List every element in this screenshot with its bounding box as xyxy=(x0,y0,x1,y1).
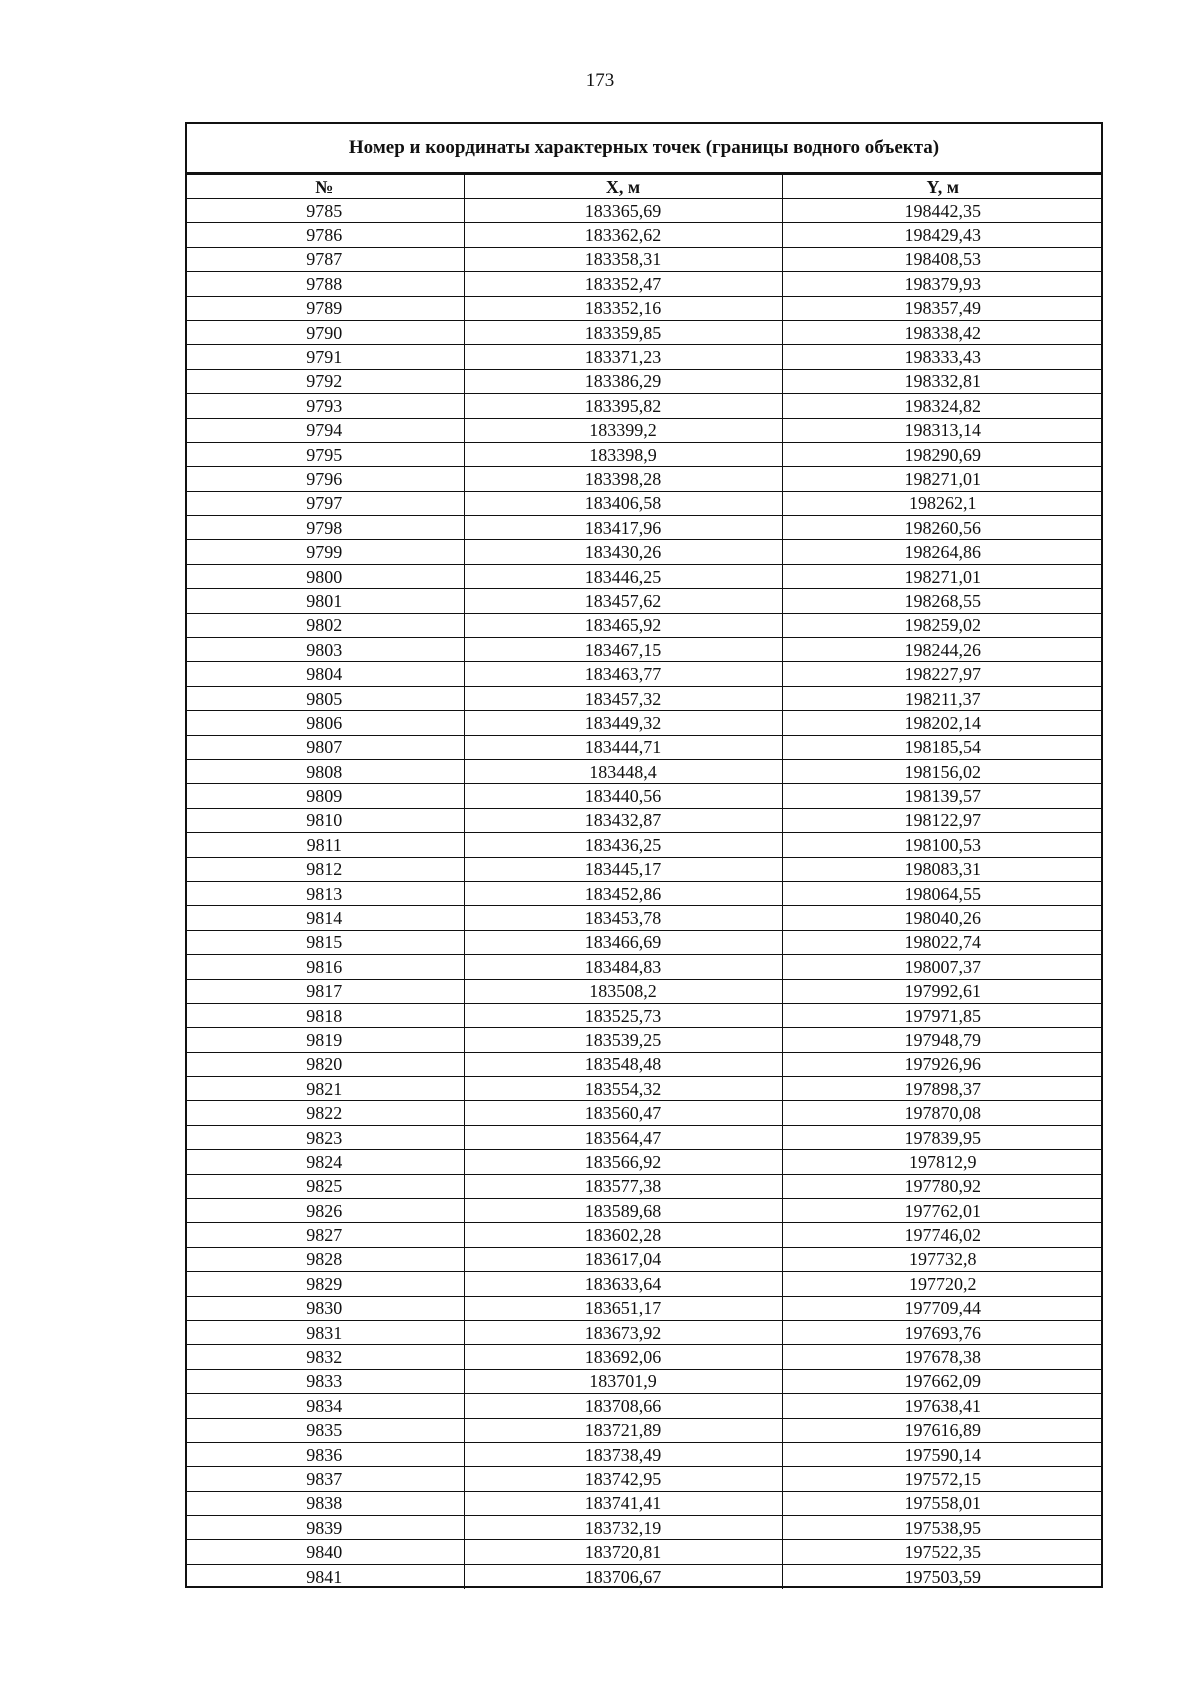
cell-y: 198156,02 xyxy=(782,759,1103,783)
table-row xyxy=(185,1150,1103,1174)
cell-number: 9815 xyxy=(185,930,464,954)
header-x: X, м xyxy=(464,175,782,199)
page-number: 173 xyxy=(585,70,615,91)
cell-number: 9820 xyxy=(185,1052,464,1076)
table-row xyxy=(185,833,1103,857)
cell-number: 9825 xyxy=(185,1174,464,1198)
cell-x: 183395,82 xyxy=(464,394,782,418)
cell-y: 198083,31 xyxy=(782,857,1103,881)
cell-x: 183738,49 xyxy=(464,1442,782,1466)
cell-y: 197948,79 xyxy=(782,1028,1103,1052)
cell-number: 9816 xyxy=(185,955,464,979)
cell-y: 197732,8 xyxy=(782,1247,1103,1271)
cell-number: 9821 xyxy=(185,1077,464,1101)
cell-y: 198040,26 xyxy=(782,906,1103,930)
cell-x: 183352,16 xyxy=(464,296,782,320)
cell-number: 9807 xyxy=(185,735,464,759)
cell-y: 198324,82 xyxy=(782,394,1103,418)
table-row xyxy=(185,881,1103,905)
cell-number: 9830 xyxy=(185,1296,464,1320)
cell-x: 183436,25 xyxy=(464,833,782,857)
table-row xyxy=(185,1223,1103,1247)
cell-x: 183721,89 xyxy=(464,1418,782,1442)
table-row xyxy=(185,394,1103,418)
cell-y: 198122,97 xyxy=(782,808,1103,832)
cell-x: 183449,32 xyxy=(464,711,782,735)
cell-x: 183446,25 xyxy=(464,564,782,588)
cell-x: 183362,62 xyxy=(464,223,782,247)
cell-number: 9793 xyxy=(185,394,464,418)
cell-x: 183706,67 xyxy=(464,1564,782,1588)
table-row xyxy=(185,686,1103,710)
cell-x: 183440,56 xyxy=(464,784,782,808)
table-row xyxy=(185,1174,1103,1198)
cell-number: 9810 xyxy=(185,808,464,832)
cell-y: 197971,85 xyxy=(782,1003,1103,1027)
cell-y: 198185,54 xyxy=(782,735,1103,759)
cell-x: 183465,92 xyxy=(464,613,782,637)
cell-x: 183467,15 xyxy=(464,638,782,662)
cell-number: 9823 xyxy=(185,1125,464,1149)
table-row xyxy=(185,735,1103,759)
table-row xyxy=(185,1125,1103,1149)
cell-y: 197839,95 xyxy=(782,1125,1103,1149)
cell-number: 9819 xyxy=(185,1028,464,1052)
table-row xyxy=(185,272,1103,296)
cell-number: 9811 xyxy=(185,833,464,857)
cell-y: 197662,09 xyxy=(782,1369,1103,1393)
cell-y: 198007,37 xyxy=(782,955,1103,979)
cell-x: 183406,58 xyxy=(464,491,782,515)
cell-number: 9828 xyxy=(185,1247,464,1271)
cell-y: 197572,15 xyxy=(782,1467,1103,1491)
cell-number: 9840 xyxy=(185,1540,464,1564)
table-row xyxy=(185,369,1103,393)
table-row xyxy=(185,1516,1103,1540)
table-row xyxy=(185,1491,1103,1515)
cell-number: 9818 xyxy=(185,1003,464,1027)
header-number: № xyxy=(185,175,464,199)
cell-y: 197812,9 xyxy=(782,1150,1103,1174)
cell-x: 183445,17 xyxy=(464,857,782,881)
cell-number: 9831 xyxy=(185,1320,464,1344)
cell-number: 9786 xyxy=(185,223,464,247)
table-header-row xyxy=(185,175,1103,199)
table-row xyxy=(185,223,1103,247)
cell-y: 197693,76 xyxy=(782,1320,1103,1344)
table-row xyxy=(185,589,1103,613)
table-row xyxy=(185,320,1103,344)
table-row xyxy=(185,759,1103,783)
cell-y: 198313,14 xyxy=(782,418,1103,442)
cell-y: 198244,26 xyxy=(782,638,1103,662)
coordinates-table xyxy=(185,174,1103,1589)
cell-number: 9803 xyxy=(185,638,464,662)
table-row xyxy=(185,1077,1103,1101)
table-row xyxy=(185,1564,1103,1588)
cell-number: 9833 xyxy=(185,1369,464,1393)
cell-number: 9814 xyxy=(185,906,464,930)
cell-y: 198379,93 xyxy=(782,272,1103,296)
cell-number: 9802 xyxy=(185,613,464,637)
cell-number: 9836 xyxy=(185,1442,464,1466)
coordinates-table-frame xyxy=(185,122,1103,1588)
cell-x: 183417,96 xyxy=(464,516,782,540)
cell-y: 198211,37 xyxy=(782,686,1103,710)
cell-y: 197538,95 xyxy=(782,1516,1103,1540)
table-row xyxy=(185,1199,1103,1223)
cell-number: 9837 xyxy=(185,1467,464,1491)
cell-x: 183742,95 xyxy=(464,1467,782,1491)
cell-y: 198202,14 xyxy=(782,711,1103,735)
cell-y: 198290,69 xyxy=(782,442,1103,466)
table-row xyxy=(185,638,1103,662)
cell-number: 9785 xyxy=(185,199,464,223)
cell-y: 198227,97 xyxy=(782,662,1103,686)
cell-y: 197503,59 xyxy=(782,1564,1103,1588)
cell-y: 197558,01 xyxy=(782,1491,1103,1515)
cell-x: 183365,69 xyxy=(464,199,782,223)
cell-x: 183564,47 xyxy=(464,1125,782,1149)
cell-x: 183386,29 xyxy=(464,369,782,393)
cell-x: 183466,69 xyxy=(464,930,782,954)
cell-number: 9796 xyxy=(185,467,464,491)
cell-x: 183566,92 xyxy=(464,1150,782,1174)
cell-y: 197746,02 xyxy=(782,1223,1103,1247)
cell-number: 9789 xyxy=(185,296,464,320)
cell-number: 9809 xyxy=(185,784,464,808)
cell-number: 9826 xyxy=(185,1199,464,1223)
cell-number: 9838 xyxy=(185,1491,464,1515)
cell-x: 183741,41 xyxy=(464,1491,782,1515)
cell-y: 198408,53 xyxy=(782,247,1103,271)
table-row xyxy=(185,296,1103,320)
cell-y: 198271,01 xyxy=(782,467,1103,491)
table-row xyxy=(185,906,1103,930)
table-row xyxy=(185,467,1103,491)
table-row xyxy=(185,955,1103,979)
cell-x: 183692,06 xyxy=(464,1345,782,1369)
cell-y: 197720,2 xyxy=(782,1272,1103,1296)
table-row xyxy=(185,1369,1103,1393)
cell-x: 183430,26 xyxy=(464,540,782,564)
cell-number: 9817 xyxy=(185,979,464,1003)
cell-y: 198338,42 xyxy=(782,320,1103,344)
table-row xyxy=(185,1345,1103,1369)
cell-y: 197522,35 xyxy=(782,1540,1103,1564)
cell-number: 9798 xyxy=(185,516,464,540)
cell-number: 9827 xyxy=(185,1223,464,1247)
cell-number: 9791 xyxy=(185,345,464,369)
table-row xyxy=(185,564,1103,588)
cell-x: 183720,81 xyxy=(464,1540,782,1564)
table-row xyxy=(185,662,1103,686)
cell-number: 9839 xyxy=(185,1516,464,1540)
cell-y: 198064,55 xyxy=(782,881,1103,905)
header-y: Y, м xyxy=(782,175,1103,199)
table-row xyxy=(185,1247,1103,1271)
cell-y: 198332,81 xyxy=(782,369,1103,393)
cell-y: 198333,43 xyxy=(782,345,1103,369)
cell-x: 183602,28 xyxy=(464,1223,782,1247)
table-row xyxy=(185,247,1103,271)
table-row xyxy=(185,1394,1103,1418)
cell-x: 183457,32 xyxy=(464,686,782,710)
cell-number: 9787 xyxy=(185,247,464,271)
cell-x: 183448,4 xyxy=(464,759,782,783)
table-row xyxy=(185,1272,1103,1296)
table-row xyxy=(185,857,1103,881)
table-row xyxy=(185,540,1103,564)
cell-x: 183525,73 xyxy=(464,1003,782,1027)
cell-y: 197638,41 xyxy=(782,1394,1103,1418)
table-row xyxy=(185,711,1103,735)
cell-y: 197926,96 xyxy=(782,1052,1103,1076)
cell-x: 183732,19 xyxy=(464,1516,782,1540)
cell-number: 9792 xyxy=(185,369,464,393)
cell-number: 9841 xyxy=(185,1564,464,1588)
cell-number: 9813 xyxy=(185,881,464,905)
table-row xyxy=(185,808,1103,832)
cell-number: 9799 xyxy=(185,540,464,564)
cell-y: 197898,37 xyxy=(782,1077,1103,1101)
cell-number: 9790 xyxy=(185,320,464,344)
cell-number: 9804 xyxy=(185,662,464,686)
cell-y: 198442,35 xyxy=(782,199,1103,223)
cell-number: 9795 xyxy=(185,442,464,466)
cell-y: 198139,57 xyxy=(782,784,1103,808)
cell-number: 9824 xyxy=(185,1150,464,1174)
cell-y: 197590,14 xyxy=(782,1442,1103,1466)
cell-x: 183398,28 xyxy=(464,467,782,491)
cell-number: 9805 xyxy=(185,686,464,710)
cell-y: 198259,02 xyxy=(782,613,1103,637)
cell-x: 183673,92 xyxy=(464,1320,782,1344)
cell-x: 183453,78 xyxy=(464,906,782,930)
cell-x: 183371,23 xyxy=(464,345,782,369)
table-row xyxy=(185,1320,1103,1344)
table-row xyxy=(185,345,1103,369)
table-row xyxy=(185,1467,1103,1491)
table-row xyxy=(185,418,1103,442)
cell-number: 9822 xyxy=(185,1101,464,1125)
cell-x: 183554,32 xyxy=(464,1077,782,1101)
table-row xyxy=(185,979,1103,1003)
cell-y: 198264,86 xyxy=(782,540,1103,564)
cell-x: 183589,68 xyxy=(464,1199,782,1223)
table-title: Номер и координаты характерных точек (границы водного объекта) xyxy=(187,124,1101,174)
cell-x: 183444,71 xyxy=(464,735,782,759)
table-row xyxy=(185,1296,1103,1320)
cell-number: 9801 xyxy=(185,589,464,613)
cell-number: 9806 xyxy=(185,711,464,735)
cell-y: 197870,08 xyxy=(782,1101,1103,1125)
cell-y: 198357,49 xyxy=(782,296,1103,320)
cell-x: 183358,31 xyxy=(464,247,782,271)
cell-y: 197678,38 xyxy=(782,1345,1103,1369)
cell-y: 198271,01 xyxy=(782,564,1103,588)
table-row xyxy=(185,1052,1103,1076)
table-row xyxy=(185,199,1103,223)
cell-x: 183617,04 xyxy=(464,1247,782,1271)
cell-x: 183457,62 xyxy=(464,589,782,613)
cell-y: 197616,89 xyxy=(782,1418,1103,1442)
table-row xyxy=(185,1442,1103,1466)
cell-y: 198260,56 xyxy=(782,516,1103,540)
cell-x: 183463,77 xyxy=(464,662,782,686)
cell-number: 9800 xyxy=(185,564,464,588)
cell-x: 183452,86 xyxy=(464,881,782,905)
table-row xyxy=(185,516,1103,540)
table-row xyxy=(185,930,1103,954)
cell-x: 183359,85 xyxy=(464,320,782,344)
cell-number: 9835 xyxy=(185,1418,464,1442)
cell-number: 9797 xyxy=(185,491,464,515)
table-row xyxy=(185,1101,1103,1125)
table-row xyxy=(185,613,1103,637)
cell-number: 9808 xyxy=(185,759,464,783)
cell-x: 183548,48 xyxy=(464,1052,782,1076)
cell-y: 198262,1 xyxy=(782,491,1103,515)
cell-y: 197992,61 xyxy=(782,979,1103,1003)
cell-x: 183577,38 xyxy=(464,1174,782,1198)
table-row xyxy=(185,784,1103,808)
cell-x: 183399,2 xyxy=(464,418,782,442)
table-row xyxy=(185,1003,1103,1027)
cell-x: 183633,64 xyxy=(464,1272,782,1296)
cell-x: 183708,66 xyxy=(464,1394,782,1418)
table-row xyxy=(185,1028,1103,1052)
cell-x: 183398,9 xyxy=(464,442,782,466)
cell-x: 183560,47 xyxy=(464,1101,782,1125)
cell-y: 198268,55 xyxy=(782,589,1103,613)
table-row xyxy=(185,491,1103,515)
cell-x: 183701,9 xyxy=(464,1369,782,1393)
cell-y: 198022,74 xyxy=(782,930,1103,954)
cell-y: 197780,92 xyxy=(782,1174,1103,1198)
cell-x: 183508,2 xyxy=(464,979,782,1003)
table-body xyxy=(185,199,1103,1589)
table-row xyxy=(185,1540,1103,1564)
cell-number: 9794 xyxy=(185,418,464,442)
table-row xyxy=(185,442,1103,466)
cell-y: 197762,01 xyxy=(782,1199,1103,1223)
cell-number: 9829 xyxy=(185,1272,464,1296)
cell-number: 9832 xyxy=(185,1345,464,1369)
cell-number: 9834 xyxy=(185,1394,464,1418)
cell-y: 198429,43 xyxy=(782,223,1103,247)
cell-x: 183484,83 xyxy=(464,955,782,979)
cell-x: 183539,25 xyxy=(464,1028,782,1052)
cell-y: 198100,53 xyxy=(782,833,1103,857)
table-row xyxy=(185,1418,1103,1442)
cell-number: 9788 xyxy=(185,272,464,296)
cell-x: 183432,87 xyxy=(464,808,782,832)
cell-number: 9812 xyxy=(185,857,464,881)
cell-x: 183651,17 xyxy=(464,1296,782,1320)
cell-y: 197709,44 xyxy=(782,1296,1103,1320)
cell-x: 183352,47 xyxy=(464,272,782,296)
